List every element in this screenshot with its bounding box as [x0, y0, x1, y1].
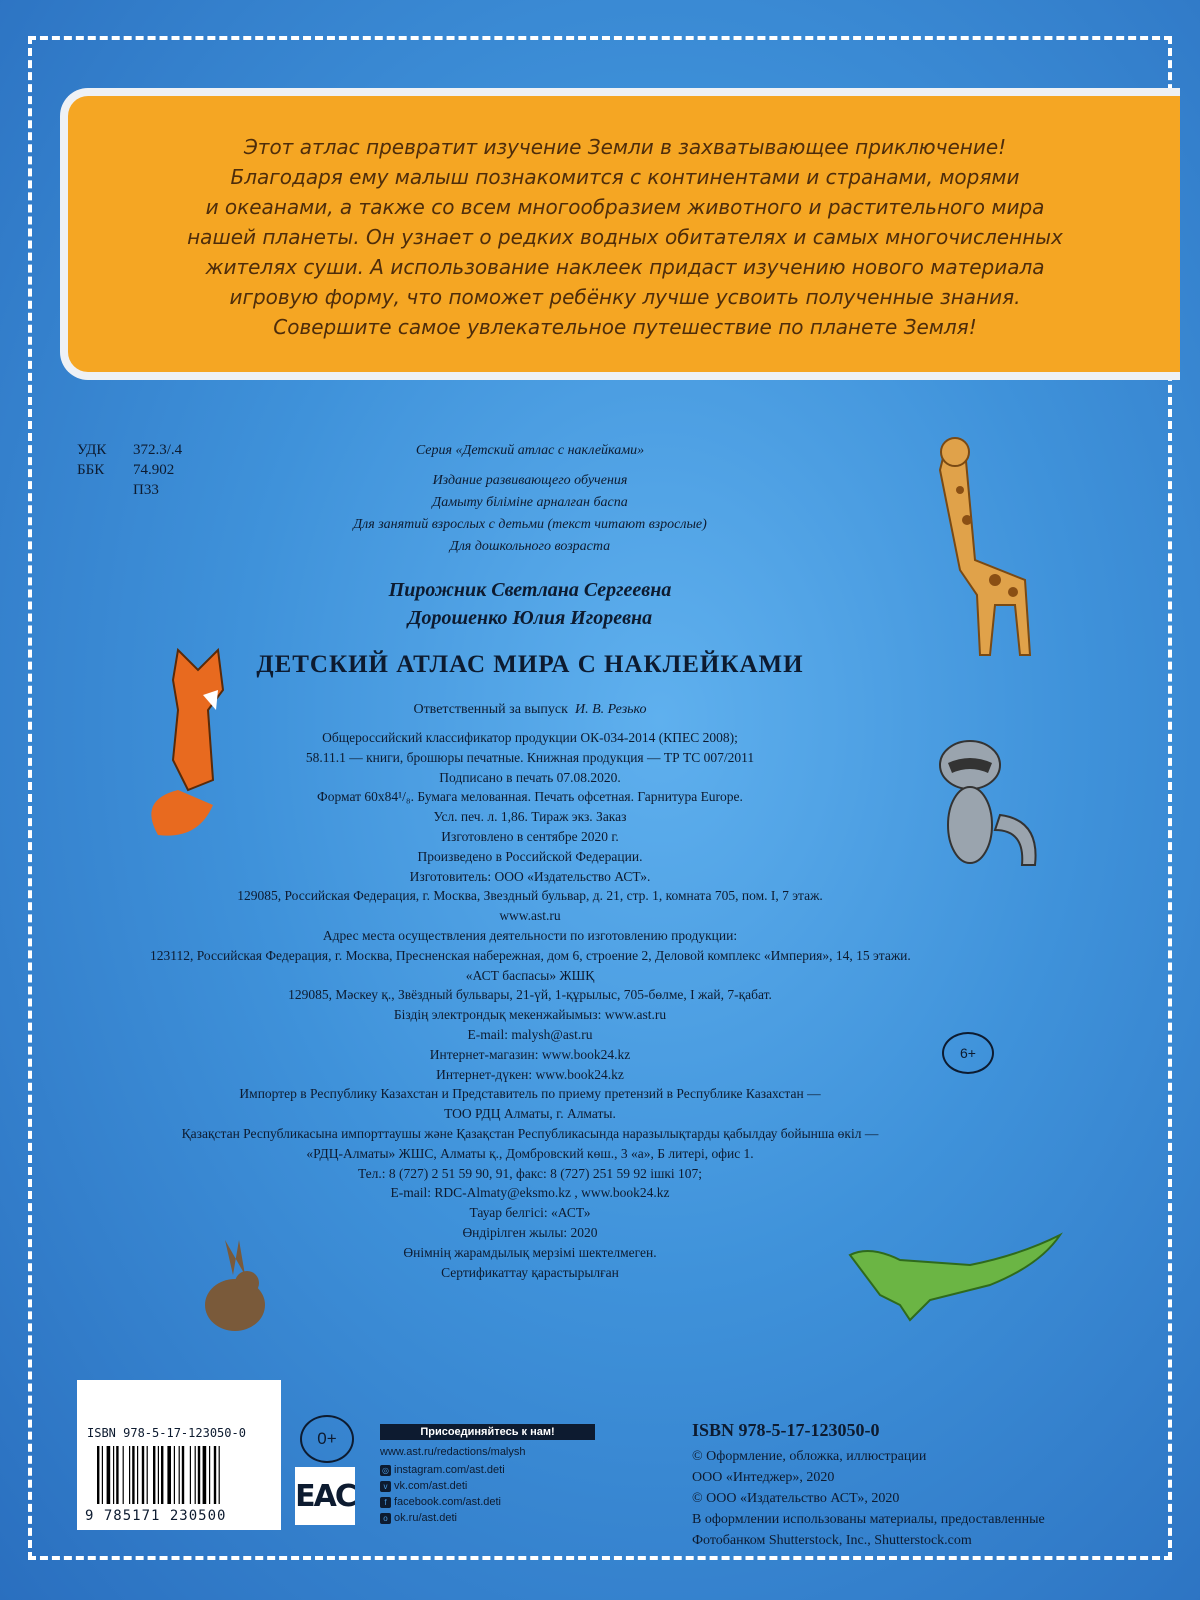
imprint-line: E-mail: RDC-Almaty@eksmo.kz , www.book24.kz [390, 1185, 670, 1201]
age-rating-badge: 6+ [942, 1032, 994, 1074]
bbk-value: 74.902 [133, 462, 175, 478]
barcode-bar [219, 1446, 220, 1504]
barcode-bar [147, 1446, 148, 1504]
series-note: Издание развивающего обучения [432, 473, 628, 488]
authors [150, 576, 910, 632]
instagram-icon: ◎ [380, 1465, 391, 1476]
barcode-icon [97, 1446, 267, 1504]
vk-icon: v [380, 1481, 391, 1492]
series-notes [150, 470, 910, 558]
responsible-line [150, 699, 910, 721]
social-link-text: instagram.com/ast.deti [394, 1464, 505, 1476]
imprint-line: Тел.: 8 (727) 2 51 59 90, 91, факс: 8 (727) 251 59 92 ішкі 107; [357, 1165, 703, 1181]
barcode-bar [153, 1446, 155, 1504]
series-note: Для занятий взрослых с детьми (текст читают взрослые) [353, 517, 707, 532]
copyright-line: Фотобанком Shutterstock, Inc., Shutterstock.com [692, 1533, 972, 1548]
imprint-line: 58.11.1 — книги, брошюры печатные. Книжная продукция — ТР ТС 007/2011 [305, 749, 755, 765]
imprint-line: Интернет-дүкен: www.book24.kz [436, 1066, 624, 1082]
barcode-bar [203, 1446, 207, 1504]
barcode-label [77, 1380, 281, 1530]
barcode-bar [116, 1446, 118, 1504]
imprint-line: www.ast.ru [499, 908, 561, 924]
barcode-number: 9 785171 230500 [85, 1508, 227, 1524]
facebook-icon: f [380, 1497, 391, 1508]
promo-line: игровую форму, что поможет ребёнку лучше усвоить полученные знания. [229, 285, 1021, 309]
rabbit-illustration [195, 1235, 275, 1335]
imprint-line: Импортер в Республику Казахстан и Представитель по приему претензий в Республике Казахстан — [239, 1086, 821, 1102]
imprint-line: Формат 60х84¹/₈. Бумага мелованная. Печать офсетная. Гарнитура Europe. [317, 789, 743, 805]
barcode-bar [167, 1446, 171, 1504]
author-code: П33 [133, 482, 159, 498]
barcode-bar [97, 1446, 99, 1504]
imprint-line: Интернет-магазин: www.book24.kz [429, 1046, 631, 1062]
promo-text [100, 132, 1150, 342]
imprint-line: Подписано в печать 07.08.2020. [439, 769, 621, 785]
imprint-block [150, 728, 910, 1282]
promo-line: нашей планеты. Он узнает о редких водных обитателях и самых многочисленных [187, 225, 1063, 249]
lizard-illustration [840, 1225, 1080, 1325]
social-link[interactable] [380, 1494, 595, 1510]
barcode-bar [190, 1446, 191, 1504]
barcode-bar [137, 1446, 138, 1504]
join-banner: Присоединяйтесь к нам! [380, 1424, 595, 1440]
imprint-line: «АСТ баспасы» ЖШҚ [465, 967, 595, 983]
series-note: Для дошкольного возраста [449, 539, 611, 554]
imprint-line: E-mail: malysh@ast.ru [467, 1026, 593, 1042]
author-name: Дорошенко Юлия Игоревна [407, 607, 653, 629]
social-block [380, 1424, 595, 1526]
udk-label: УДК [77, 442, 107, 458]
social-link[interactable] [380, 1462, 595, 1478]
ok-icon: o [380, 1513, 391, 1524]
barcode-bar [107, 1446, 111, 1504]
imprint-line: 123112, Российская Федерация, г. Москва, Пресненская набережная, дом 6, строение 2, Деловой комплекс «Империя», 14, 15 этажи. [150, 947, 911, 963]
social-link-text: vk.com/ast.deti [394, 1480, 468, 1492]
promo-line: Этот атлас превратит изучение Земли в захватывающее приключение! [243, 135, 1007, 159]
website-link[interactable]: www.ast.ru/redactions/malysh [380, 1446, 526, 1458]
copyright-line: ООО «Интеджер», 2020 [692, 1470, 835, 1485]
barcode-bar [132, 1446, 134, 1504]
barcode-bar [182, 1446, 184, 1504]
imprint-line: Қазақстан Республикасына импорттаушы және Қазақстан Республикасында наразылықтарды қабылдау бойынша өкіл — [181, 1125, 879, 1141]
barcode-bar [174, 1446, 175, 1504]
imprint-line: «РДЦ-Алматы» ЖШС, Алматы қ., Домбровский көш., 3 «а», Б литері, офис 1. [306, 1145, 754, 1161]
barcode-bar [113, 1446, 114, 1504]
barcode-bar [209, 1446, 210, 1504]
eac-mark: EAC [295, 1467, 355, 1525]
imprint-line: 129085, Мәскеу қ., Звёздный бульвары, 21-үй, 1-құрылыс, 705-бөлме, I жай, 7-қабат. [288, 987, 772, 1003]
social-list [380, 1462, 595, 1526]
responsible-name: И. В. Резько [574, 702, 647, 717]
barcode-bar [123, 1446, 124, 1504]
fox-illustration [118, 640, 248, 840]
imprint-line: Усл. печ. л. 1,86. Тираж экз. Заказ [433, 809, 627, 825]
promo-line: жителях суши. А использование наклеек придаст изучению нового материала [205, 255, 1045, 279]
imprint-line: Өнімнің жарамдылық мерзімі шектелмеген. [403, 1244, 657, 1260]
barcode-bar [195, 1446, 196, 1504]
barcode-bar [179, 1446, 180, 1504]
imprint-line: Изготовлено в сентябре 2020 г. [441, 828, 619, 844]
imprint-line: Общероссийский классификатор продукции ОК-034-2014 (КПЕС 2008); [322, 730, 738, 745]
barcode-bar [158, 1446, 159, 1504]
imprint-line: Сертификаттау қарастырылған [441, 1264, 619, 1280]
bbk-label: ББК [77, 462, 105, 478]
social-link-text: ok.ru/ast.deti [394, 1512, 457, 1524]
social-link[interactable] [380, 1510, 595, 1526]
imprint-line: Өндірілген жылы: 2020 [462, 1224, 598, 1240]
copyright-line: © ООО «Издательство АСТ», 2020 [692, 1491, 900, 1506]
copyright-block [692, 1446, 1132, 1551]
giraffe-illustration [905, 430, 1045, 660]
imprint-line: Изготовитель: ООО «Издательство АСТ». [409, 868, 651, 884]
imprint-line: Адрес места осуществления деятельности по изготовлению продукции: [322, 927, 738, 943]
social-link-text: facebook.com/ast.deti [394, 1496, 502, 1508]
copyright-line: В оформлении использованы материалы, предоставленные [692, 1512, 1045, 1527]
imprint-line: 129085, Российская Федерация, г. Москва, Звездный бульвар, д. 21, стр. 1, комната 705, пом. I, 7 этаж. [237, 888, 823, 904]
barcode-bar [102, 1446, 103, 1504]
barcode-bar [161, 1446, 163, 1504]
imprint-line: Произведено в Российской Федерации. [417, 848, 643, 864]
copyright-line: © Оформление, обложка, иллюстрации [692, 1449, 927, 1464]
barcode-bar [198, 1446, 200, 1504]
barcode-bar [129, 1446, 130, 1504]
barcode-isbn-text: ISBN 978-5-17-123050-0 [87, 1426, 246, 1440]
imprint-line: Тауар белгісі: «АСТ» [469, 1205, 591, 1221]
promo-line: Совершите самое увлекательное путешествие по планете Земля! [273, 315, 977, 339]
book-title: ДЕТСКИЙ АТЛАС МИРА С НАКЛЕЙКАМИ [256, 651, 804, 678]
series-note: Дамыту біліміне арналған баспа [432, 495, 628, 510]
barcode-bar [214, 1446, 216, 1504]
imprint-line: ТОО РДЦ Алматы, г. Алматы. [444, 1106, 616, 1122]
social-link[interactable] [380, 1478, 595, 1494]
age-zero-badge: 0+ [300, 1415, 354, 1463]
author-name: Пирожник Светлана Сергеевна [388, 579, 672, 601]
promo-line: и океанами, а также со всем многообразием животного и растительного мира [205, 195, 1045, 219]
series-line: Серия «Детский атлас с наклейками» [415, 443, 645, 458]
udk-value: 372.3/.4 [133, 442, 183, 458]
responsible-label: Ответственный за выпуск [413, 702, 568, 717]
raccoon-illustration [930, 725, 1050, 875]
isbn-text: ISBN 978-5-17-123050-0 [692, 1420, 880, 1440]
imprint-line: Біздің электрондық мекенжайымыз: www.ast.ru [393, 1007, 667, 1023]
barcode-bar [142, 1446, 144, 1504]
promo-line: Благодаря ему малыш познакомится с континентами и странами, морями [230, 165, 1020, 189]
